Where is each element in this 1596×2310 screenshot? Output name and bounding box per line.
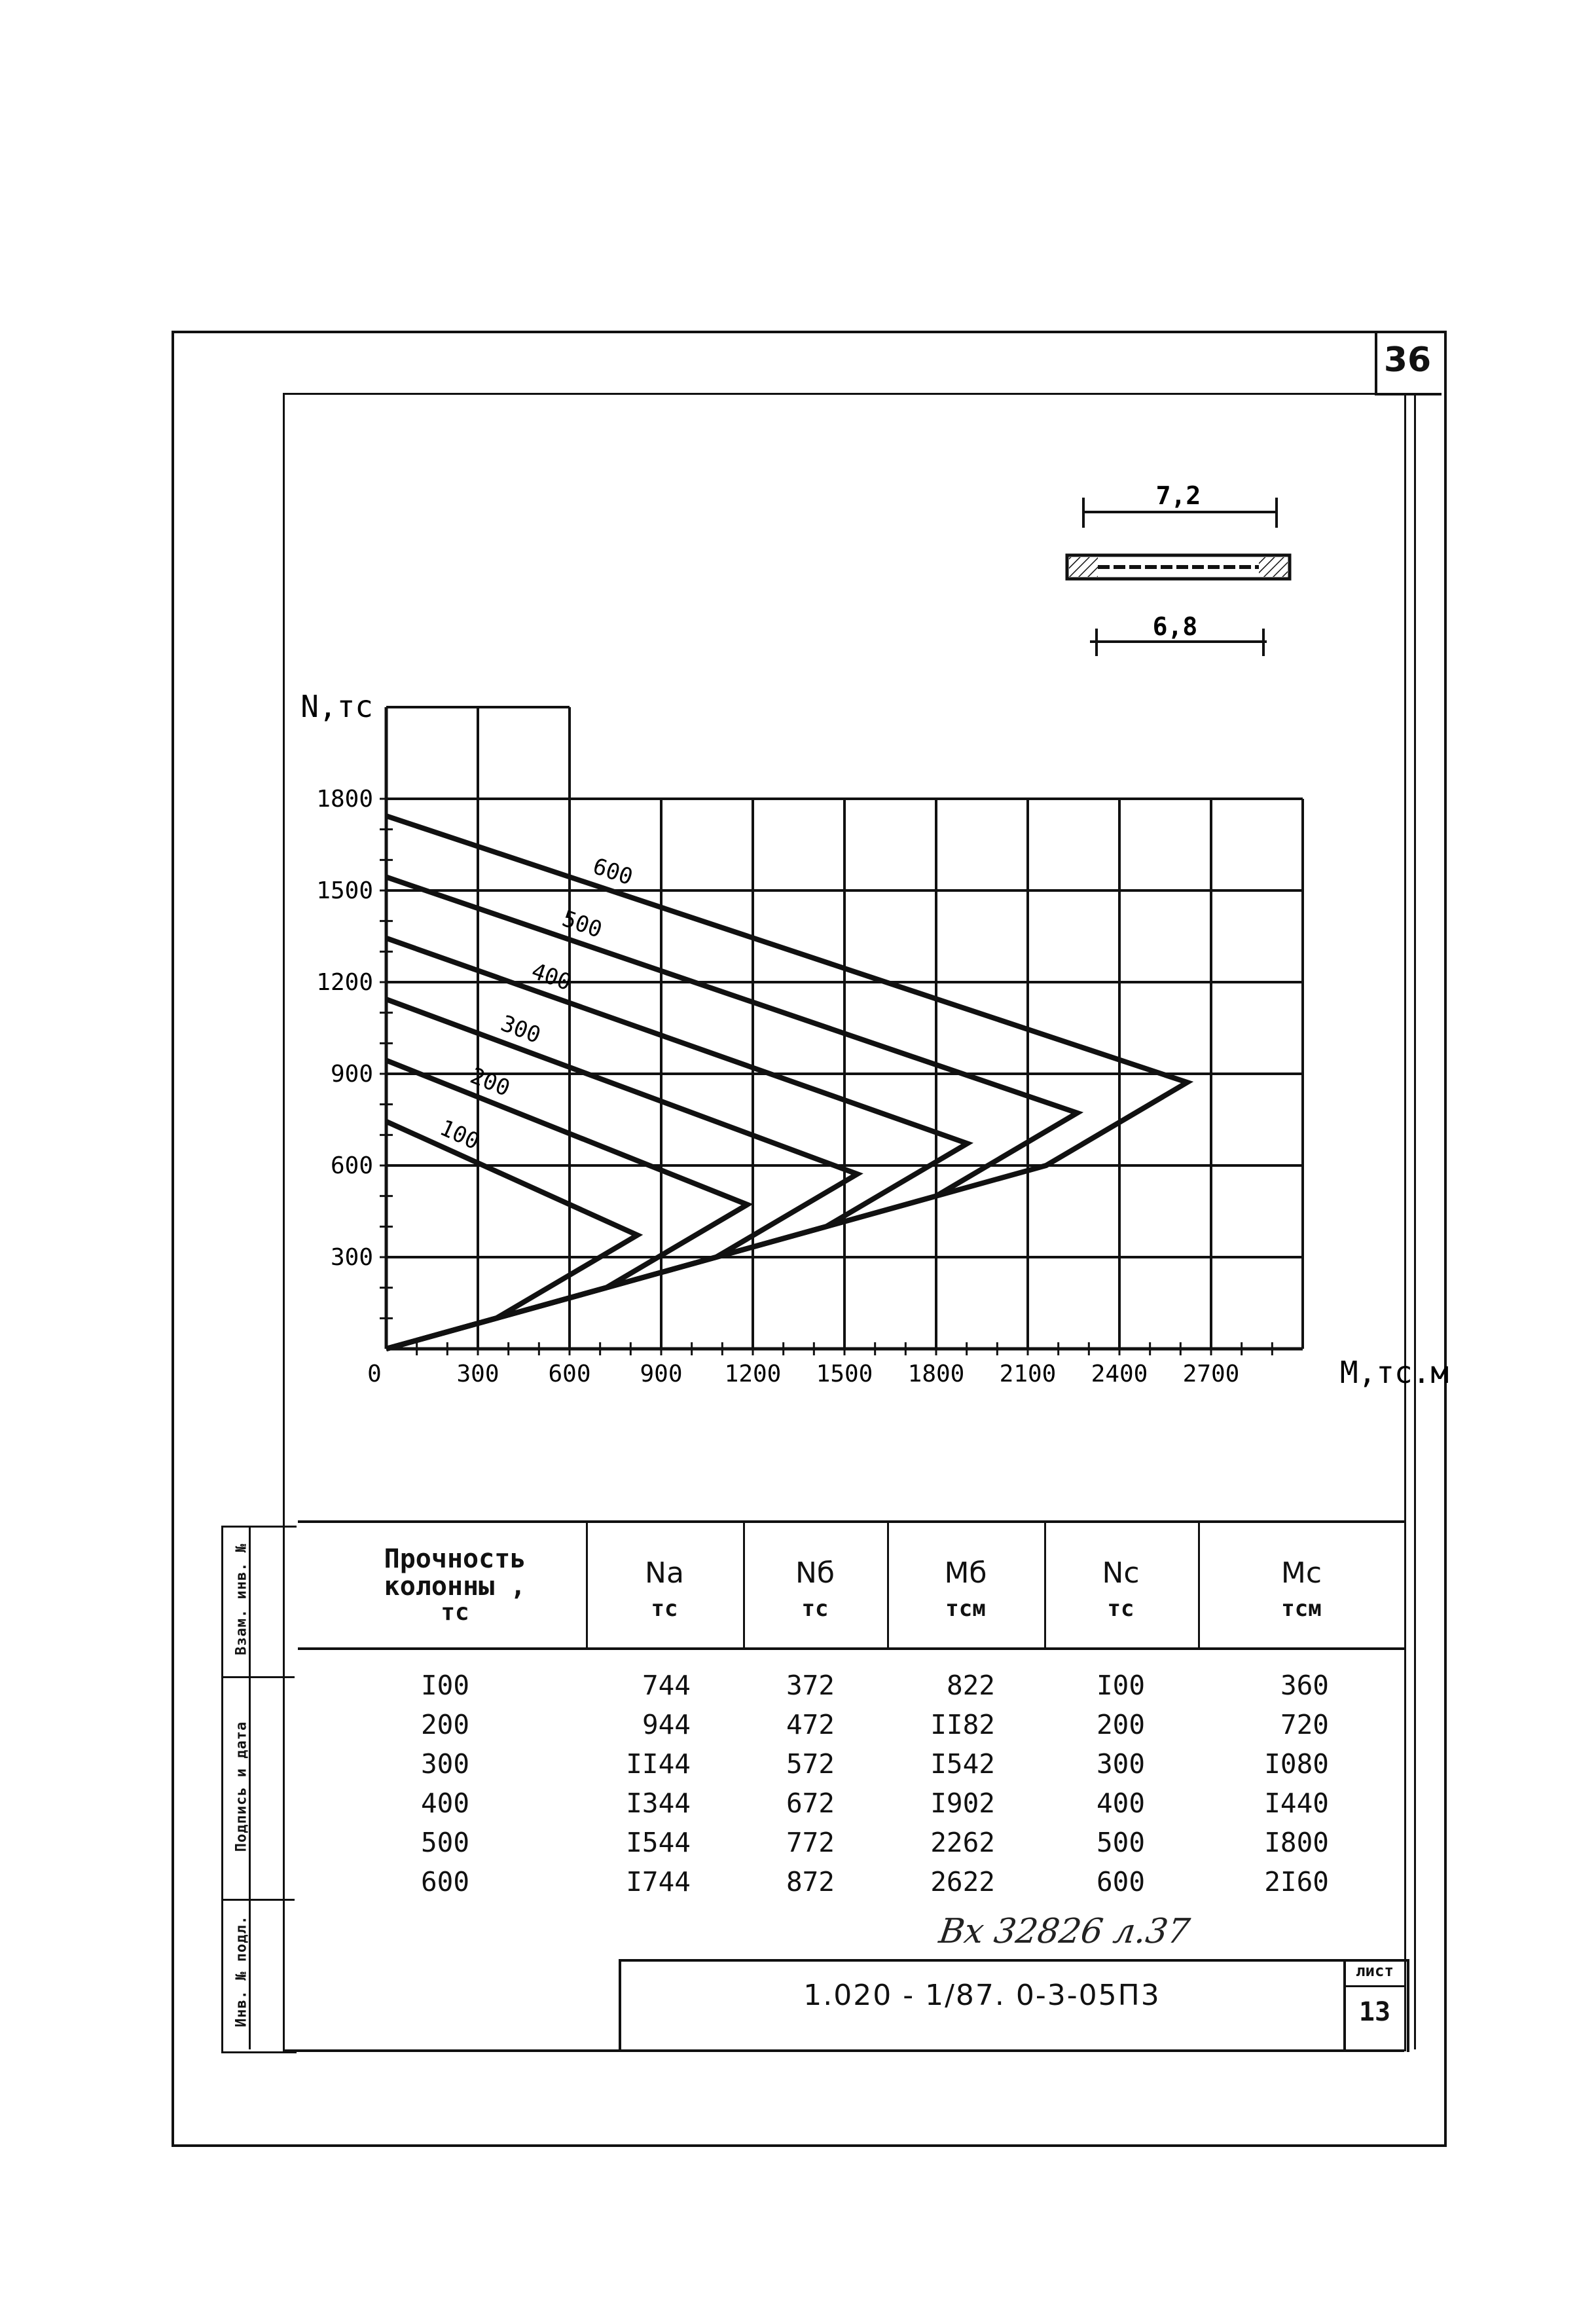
table-header-rule — [298, 1647, 1406, 1650]
header-mc-unit: тсм — [1281, 1596, 1322, 1622]
sheet-label: лист — [1356, 1962, 1394, 1980]
table-cell: II82 — [930, 1709, 995, 1740]
title-block-sheet-rule — [1343, 1985, 1404, 1987]
table-cell: 2622 — [930, 1866, 995, 1898]
table-cell: II44 — [626, 1748, 691, 1780]
header-na — [599, 1558, 730, 1621]
table-cell: 500 — [420, 1827, 470, 1858]
table-cell: I544 — [626, 1827, 691, 1858]
table-top-rule — [298, 1520, 1406, 1523]
table-cell: 600 — [420, 1866, 470, 1898]
table-cell: 360 — [1280, 1670, 1329, 1701]
table-cell: 372 — [786, 1670, 835, 1701]
x-tick-label: 300 — [456, 1361, 499, 1387]
sidebar-stamp — [221, 1526, 297, 2053]
table-cell: 472 — [786, 1709, 835, 1740]
series-line-300 — [386, 999, 858, 1349]
header-na-unit: тс — [651, 1596, 678, 1622]
table-cell: 400 — [1096, 1788, 1146, 1819]
x-tick-label: 2700 — [1182, 1361, 1240, 1387]
table-cell: I744 — [626, 1866, 691, 1898]
y-tick-label: 600 — [330, 1152, 373, 1179]
table-cell: I902 — [930, 1788, 995, 1819]
y-axis-label: N,тс — [300, 689, 373, 724]
table-cell: 600 — [1096, 1866, 1146, 1898]
header-mb-unit: тсм — [945, 1596, 986, 1622]
x-tick-label: 2400 — [1091, 1361, 1148, 1387]
interaction-chart — [288, 689, 1449, 1427]
sidebar-stamp-row-1 — [221, 1676, 295, 1678]
document-code: 1.020 - 1/87. 0-3-05П3 — [803, 1979, 1161, 2012]
sheet-number: 13 — [1358, 1997, 1391, 2027]
x-tick-label: 1200 — [724, 1361, 782, 1387]
x-axis-label: M,тс.м — [1339, 1355, 1449, 1390]
table-cell: 720 — [1280, 1709, 1329, 1740]
sidebar-label-signature-date: Подпись и дата — [233, 1721, 250, 1852]
y-tick-label: 300 — [330, 1244, 373, 1271]
table-cell: I344 — [626, 1788, 691, 1819]
table-cell: I00 — [1096, 1670, 1146, 1701]
sidebar-label-vzam-inv: Взам. инв. № — [233, 1543, 250, 1655]
table-cell: 944 — [642, 1709, 691, 1740]
header-strength-label: Прочность колонны , — [384, 1544, 526, 1602]
y-tick-label: 900 — [330, 1061, 373, 1088]
y-tick-label: 1500 — [316, 877, 373, 904]
series-label-200: 200 — [466, 1062, 514, 1102]
bottom-frame-rule — [283, 2049, 1404, 2052]
header-mb-label: Mб — [944, 1556, 987, 1590]
header-nc-unit: тс — [1107, 1596, 1134, 1622]
y-tick-label: 1800 — [316, 786, 373, 813]
table-cell: 300 — [420, 1748, 470, 1780]
table-cell: I440 — [1264, 1788, 1329, 1819]
header-strength-unit: тс — [441, 1599, 469, 1626]
header-nb-label: Nб — [795, 1556, 835, 1590]
table-cell: 500 — [1096, 1827, 1146, 1858]
sidebar-label-inv-podl: Инв. № подл. — [233, 1915, 250, 2027]
table-cell: I080 — [1264, 1748, 1329, 1780]
x-tick-label: 1800 — [907, 1361, 965, 1387]
y-tick-label: 1200 — [316, 969, 373, 996]
table-cell: I800 — [1264, 1827, 1329, 1858]
table-cell: 400 — [420, 1788, 470, 1819]
series-label-600: 600 — [589, 852, 636, 891]
table-cell: 744 — [642, 1670, 691, 1701]
x-tick-label: 900 — [640, 1361, 683, 1387]
series-label-400: 400 — [528, 958, 575, 997]
page-number: 36 — [1383, 340, 1432, 380]
header-nc — [1055, 1558, 1186, 1621]
table-cell: 672 — [786, 1788, 835, 1819]
header-strength — [357, 1545, 553, 1625]
x-tick-label: 1500 — [816, 1361, 873, 1387]
header-mc — [1236, 1558, 1367, 1621]
series-label-500: 500 — [558, 906, 606, 944]
header-mb — [900, 1558, 1031, 1621]
table-cell: I00 — [420, 1670, 470, 1701]
series-label-100: 100 — [435, 1114, 484, 1156]
table-cell: 200 — [1096, 1709, 1146, 1740]
header-nb — [750, 1558, 880, 1621]
table-col-divider-1 — [586, 1520, 588, 1647]
table-col-divider-4 — [1044, 1520, 1046, 1647]
table-cell: 300 — [1096, 1748, 1146, 1780]
top-dimension-label: 7,2 — [1155, 481, 1201, 510]
bottom-dimension-label: 6,8 — [1152, 612, 1198, 641]
inner-frame-right-line — [1414, 393, 1416, 2049]
table-cell: 572 — [786, 1748, 835, 1780]
table-cell: 2262 — [930, 1827, 995, 1858]
table-cell: 872 — [786, 1866, 835, 1898]
table-col-divider-2 — [743, 1520, 745, 1647]
series-label-300: 300 — [497, 1010, 545, 1049]
table-cell: 822 — [946, 1670, 995, 1701]
x-tick-label: 0 — [367, 1361, 382, 1387]
table-cell: 200 — [420, 1709, 470, 1740]
table-cell: 772 — [786, 1827, 835, 1858]
section-sketch — [1047, 478, 1296, 661]
series-line-500 — [386, 877, 1078, 1349]
header-na-label: Na — [645, 1556, 684, 1590]
header-mc-label: Mc — [1280, 1556, 1322, 1590]
sidebar-stamp-row-2 — [221, 1899, 295, 1901]
table-col-divider-5 — [1198, 1520, 1200, 1647]
table-cell: 2I60 — [1264, 1866, 1329, 1898]
x-tick-label: 2100 — [999, 1361, 1057, 1387]
section-shape — [1067, 555, 1290, 579]
table-cell: I542 — [930, 1748, 995, 1780]
handwritten-note: Вх 32826 л.37 — [936, 1912, 1193, 1951]
table-col-divider-3 — [887, 1520, 889, 1647]
x-tick-label: 600 — [548, 1361, 591, 1387]
header-nc-label: Nc — [1102, 1556, 1140, 1590]
header-nb-unit: тс — [801, 1596, 829, 1622]
